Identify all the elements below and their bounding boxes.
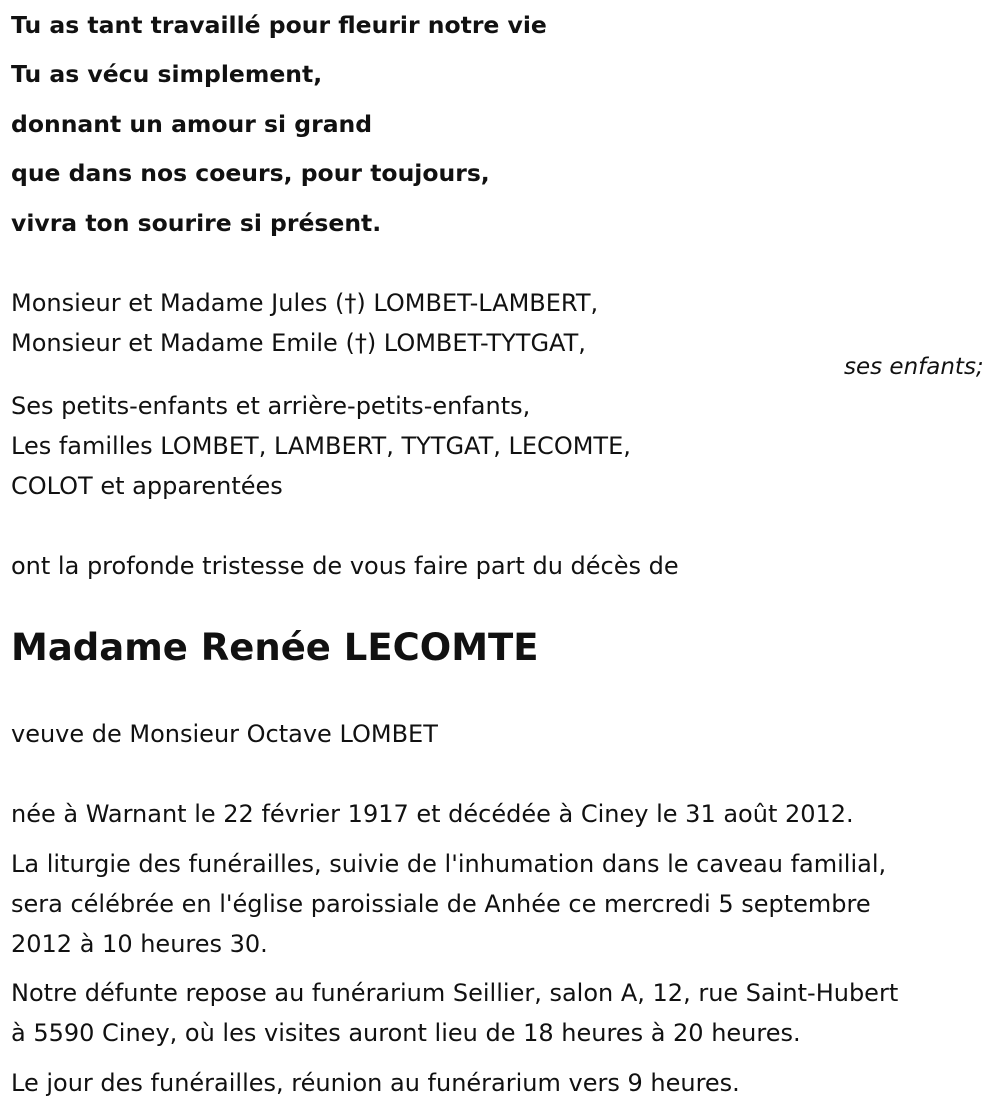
- children-line: Monsieur et Madame Emile (†) LOMBET-TYTGAT,: [11, 329, 586, 357]
- family-line: Les familles LOMBET, LAMBERT, TYTGAT, LECOMTE,: [11, 432, 631, 460]
- details-line: 2012 à 10 heures 30.: [11, 930, 268, 958]
- deceased-name: Madame Renée LECOMTE: [11, 626, 539, 669]
- details-line: Notre défunte repose au funérarium Seillier, salon A, 12, rue Saint-Hubert: [11, 979, 899, 1007]
- details-line: sera célébrée en l'église paroissiale de Anhée ce mercredi 5 septembre: [11, 890, 871, 918]
- details-line: La liturgie des funérailles, suivie de l'inhumation dans le caveau familial,: [11, 850, 887, 878]
- poem-line: Tu as vécu simplement,: [11, 60, 323, 88]
- poem-line: vivra ton sourire si présent.: [11, 209, 382, 237]
- details-line: née à Warnant le 22 février 1917 et décédée à Ciney le 31 août 2012.: [11, 800, 854, 828]
- family-line: COLOT et apparentées: [11, 472, 283, 500]
- family-line: Ses petits-enfants et arrière-petits-enfants,: [11, 392, 531, 420]
- children-line: Monsieur et Madame Jules (†) LOMBET-LAMBERT,: [11, 289, 599, 317]
- children-note: ses enfants;: [844, 354, 984, 380]
- announcement-text: ont la profonde tristesse de vous faire part du décès de: [11, 552, 679, 580]
- widow-of-text: veuve de Monsieur Octave LOMBET: [11, 720, 438, 748]
- poem-line: donnant un amour si grand: [11, 110, 373, 138]
- poem-line: Tu as tant travaillé pour fleurir notre vie: [11, 11, 547, 39]
- poem-line: que dans nos coeurs, pour toujours,: [11, 159, 490, 187]
- details-line: à 5590 Ciney, où les visites auront lieu de 18 heures à 20 heures.: [11, 1019, 801, 1047]
- details-line: Le jour des funérailles, réunion au funérarium vers 9 heures.: [11, 1069, 740, 1097]
